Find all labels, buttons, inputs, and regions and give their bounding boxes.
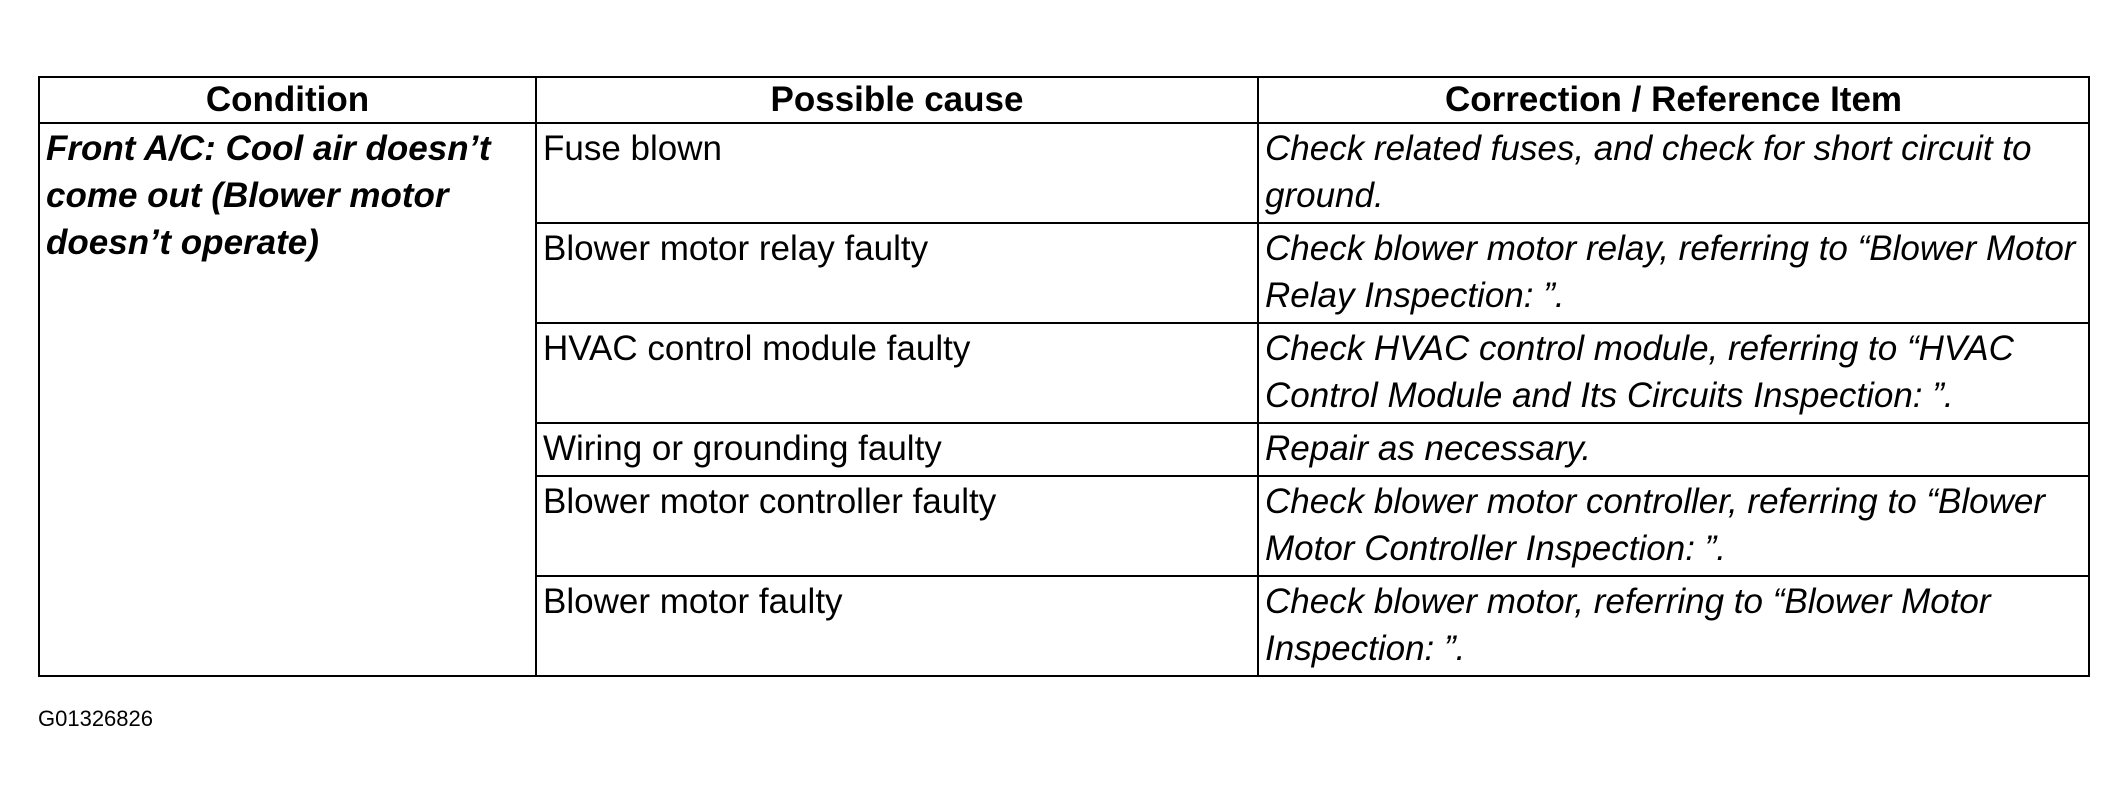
correction-cell: Check related fuses, and check for short circuit to ground. (1258, 123, 2089, 223)
correction-cell: Repair as necessary. (1258, 423, 2089, 476)
table-header-row (39, 77, 2089, 123)
header-condition: Condition (39, 77, 536, 123)
header-possible-cause: Possible cause (536, 77, 1258, 123)
condition-cell: Front A/C: Cool air doesn’t come out (Blower motor doesn’t operate) (39, 123, 536, 676)
figure-id: G01326826 (38, 706, 153, 731)
cause-cell: Blower motor faulty (536, 576, 1258, 676)
cause-cell: Blower motor controller faulty (536, 476, 1258, 576)
correction-cell: Check blower motor, referring to “Blower Motor Inspection: ”. (1258, 576, 2089, 676)
cause-cell: HVAC control module faulty (536, 323, 1258, 423)
correction-cell: Check blower motor relay, referring to “Blower Motor Relay Inspection: ”. (1258, 223, 2089, 323)
table-row (39, 123, 2089, 223)
cause-cell: Blower motor relay faulty (536, 223, 1258, 323)
cause-cell: Wiring or grounding faulty (536, 423, 1258, 476)
cause-cell: Fuse blown (536, 123, 1258, 223)
diagnosis-table (38, 76, 2090, 677)
correction-cell: Check blower motor controller, referring to “Blower Motor Controller Inspection: ”. (1258, 476, 2089, 576)
header-correction-reference: Correction / Reference Item (1258, 77, 2089, 123)
correction-cell: Check HVAC control module, referring to “HVAC Control Module and Its Circuits Inspection: ”. (1258, 323, 2089, 423)
